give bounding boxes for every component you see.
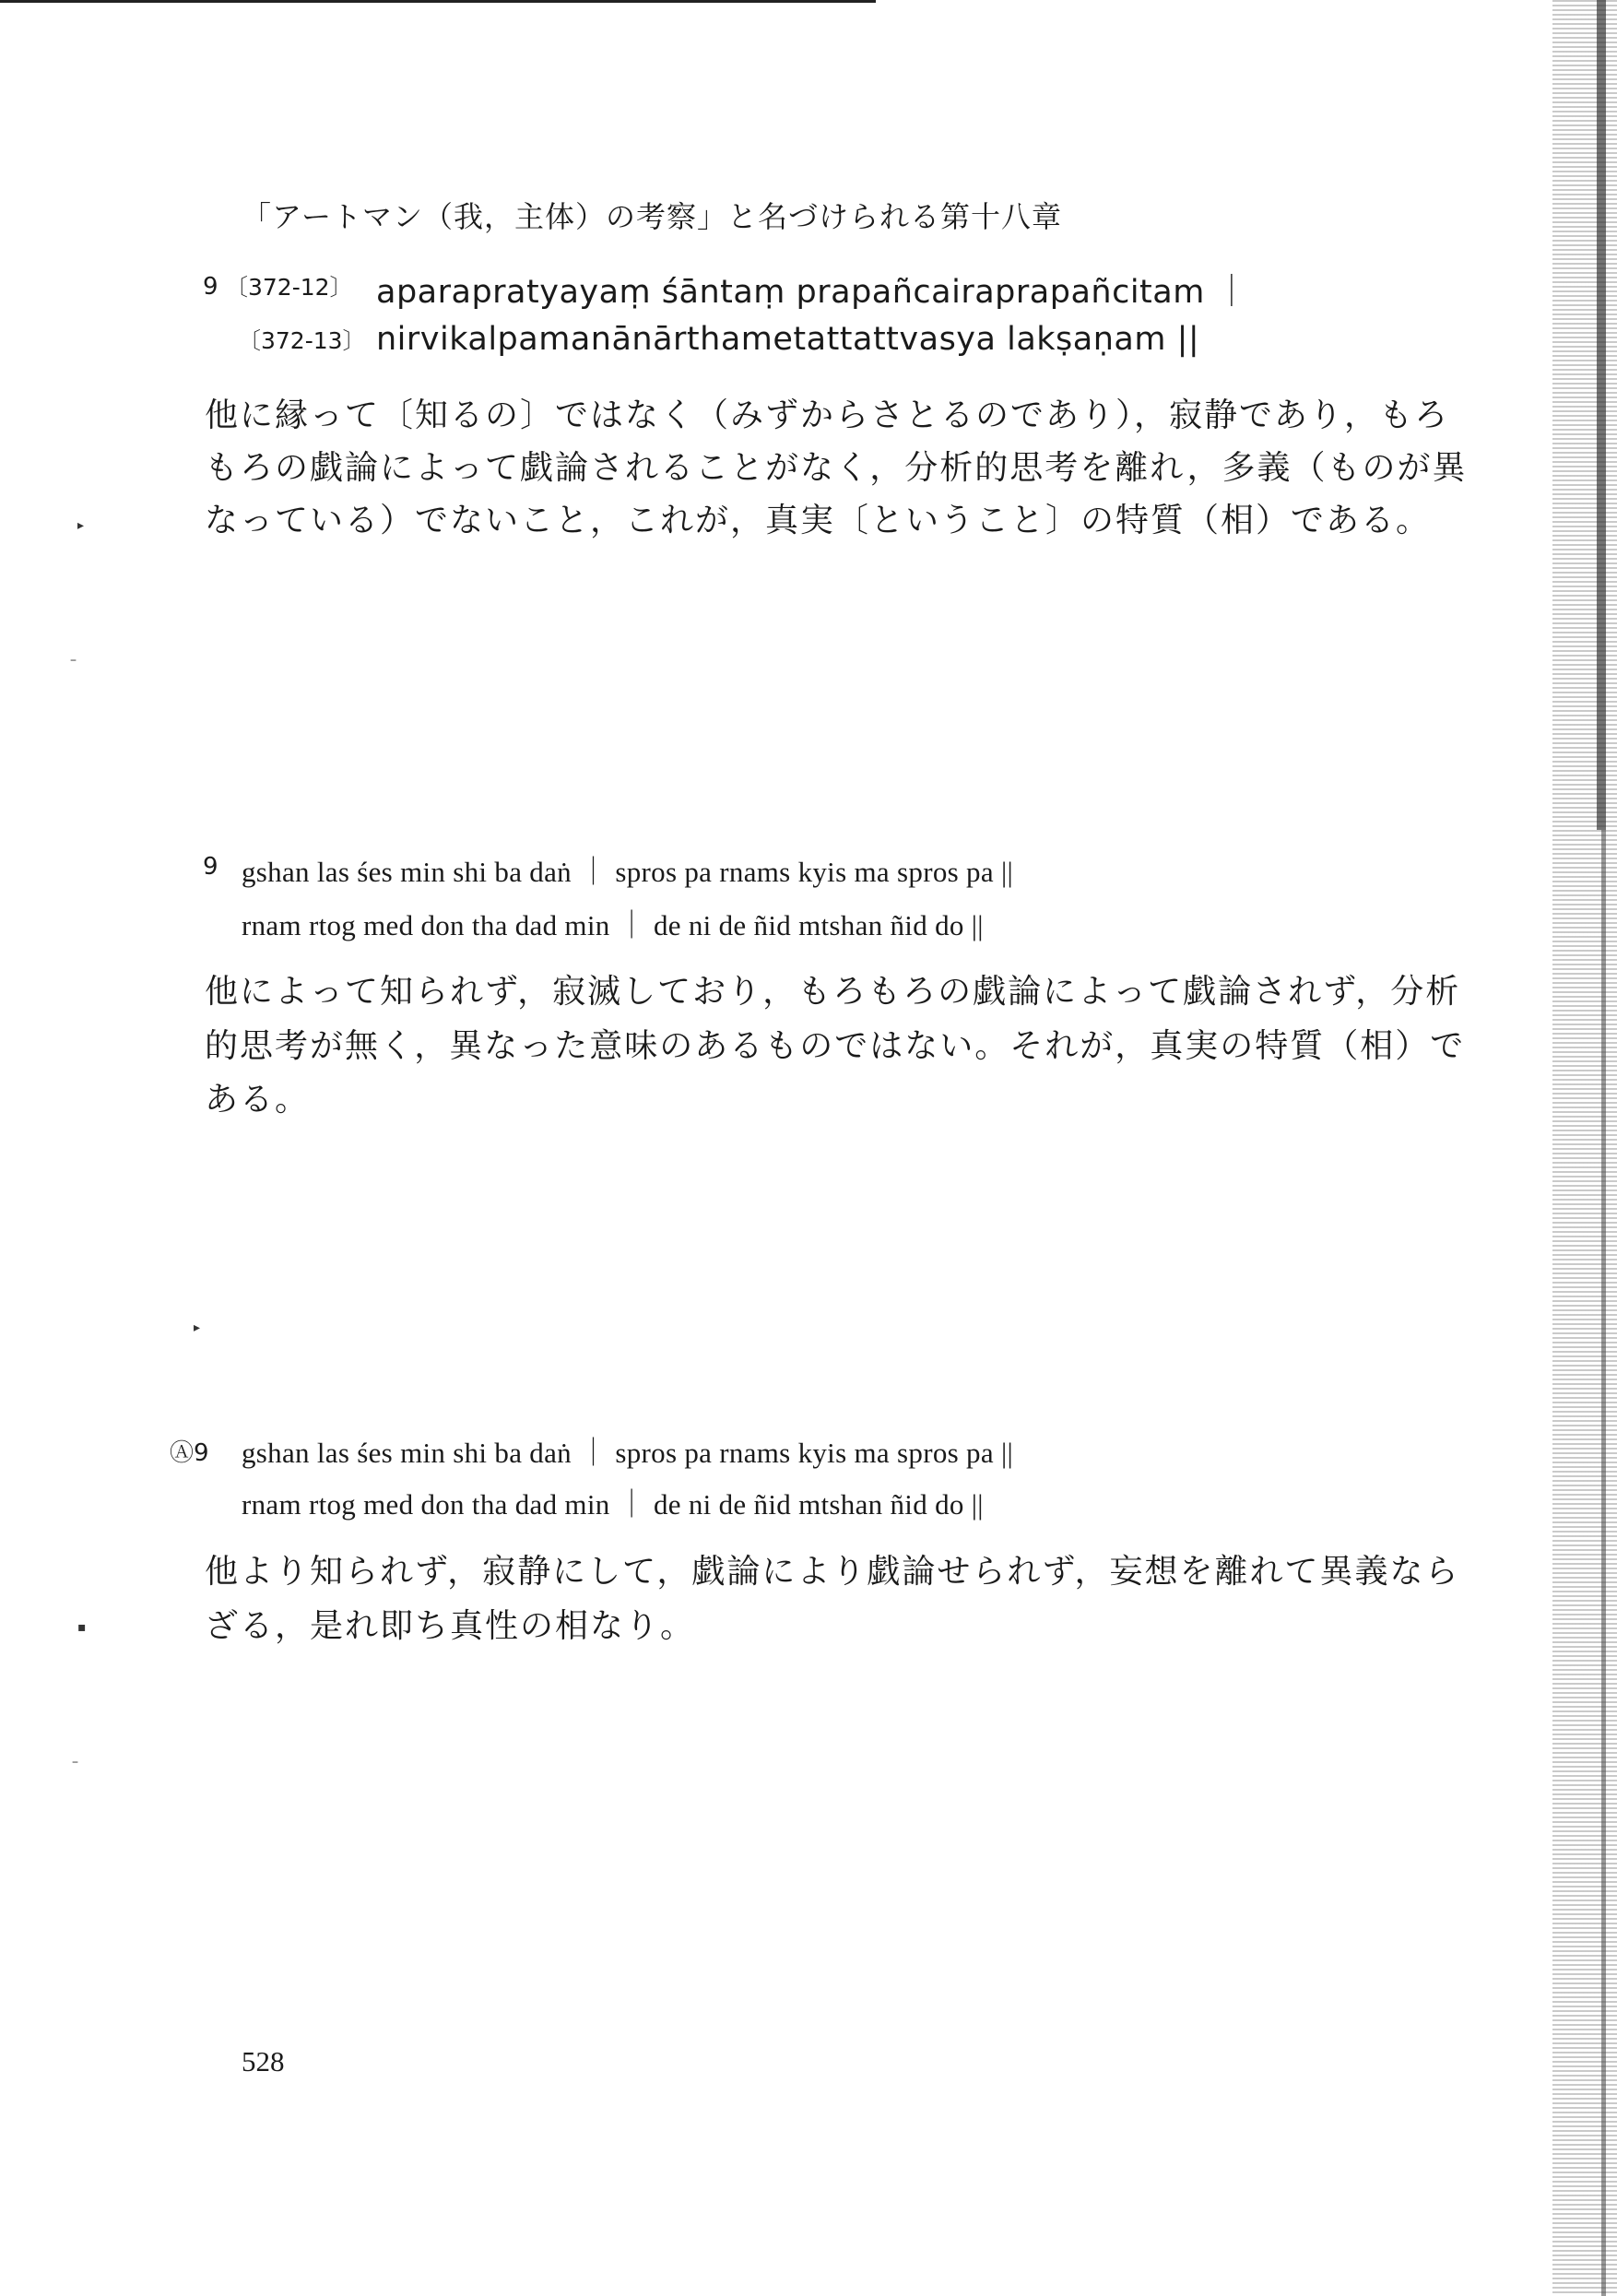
page-binding-shadow <box>1597 0 1606 830</box>
sanskrit-translation-line-1: 他に縁って〔知るの〕ではなく（みずからさとるのであり），寂静であり，もろ <box>205 396 1450 434</box>
margin-mark: – <box>70 653 77 668</box>
page-binding-shadow-lower <box>1601 830 1606 2296</box>
margin-mark: ▸ <box>194 1320 201 1335</box>
tibetan-1-line-1: gshan las śes min shi ba daṅ ｜ spros pa rnams kyis ma spros pa || <box>242 856 1013 888</box>
page-number: 528 <box>242 2045 285 2077</box>
tibetan-2-line-2: rnam rtog med don tha dad min ｜ de ni de ñid mtshan ñid do || <box>242 1488 984 1521</box>
tibetan-1-translation-line-2: 的思考が無く，異なった意味のあるものではない。それが，真実の特質（相）で <box>205 1027 1466 1065</box>
tibetan-1-line-2: rnam rtog med don tha dad min ｜ de ni de ñid mtshan ñid do || <box>242 909 984 941</box>
sanskrit-line-2: nirvikalpamanānārthametattattvasya lakṣaṇam || <box>376 321 1200 358</box>
tibetan-2-translation-line-2: ざる，是れ即ち真性の相なり。 <box>205 1607 696 1645</box>
sanskrit-translation-line-3: なっている）でないこと，これが，真実〔ということ〕の特質（相）である。 <box>205 502 1432 539</box>
chapter-header: 「アートマン（我，主体）の考察」と名づけられる第十八章 <box>242 199 1063 234</box>
margin-mark: – <box>72 1755 78 1769</box>
sanskrit-line-1: aparapratyayaṃ śāntaṃ prapañcairaprapañcitam ｜ <box>376 274 1248 311</box>
tibetan-1-translation-line-1: 他によって知られず，寂滅しており，もろもろの戯論によって戯論されず，分析 <box>205 973 1461 1011</box>
tibetan-1-verse-number: 9 <box>203 853 218 881</box>
tibetan-1-translation-line-3: ある。 <box>205 1081 311 1118</box>
sanskrit-line-1-ref: 〔372-12〕 <box>225 274 353 301</box>
sanskrit-translation-line-2: もろの戯論によって戯論されることがなく，分析的思考を離れ，多義（ものが異 <box>205 449 1468 487</box>
page-binding-edge <box>1552 0 1617 2296</box>
margin-mark: ▪ <box>77 1620 87 1635</box>
tibetan-2-verse-number: Ⓐ9 <box>170 1439 209 1467</box>
margin-mark: ▸ <box>77 518 85 533</box>
sanskrit-verse-number: 9 <box>203 273 218 301</box>
top-rule <box>0 0 876 3</box>
tibetan-2-translation-line-1: 他より知られず，寂静にして，戯論により戯論せられず，妄想を離れて異義なら <box>205 1553 1460 1591</box>
tibetan-2-line-1: gshan las śes min shi ba daṅ ｜ spros pa rnams kyis ma spros pa || <box>242 1437 1013 1469</box>
sanskrit-line-2-ref: 〔372-13〕 <box>238 327 366 354</box>
